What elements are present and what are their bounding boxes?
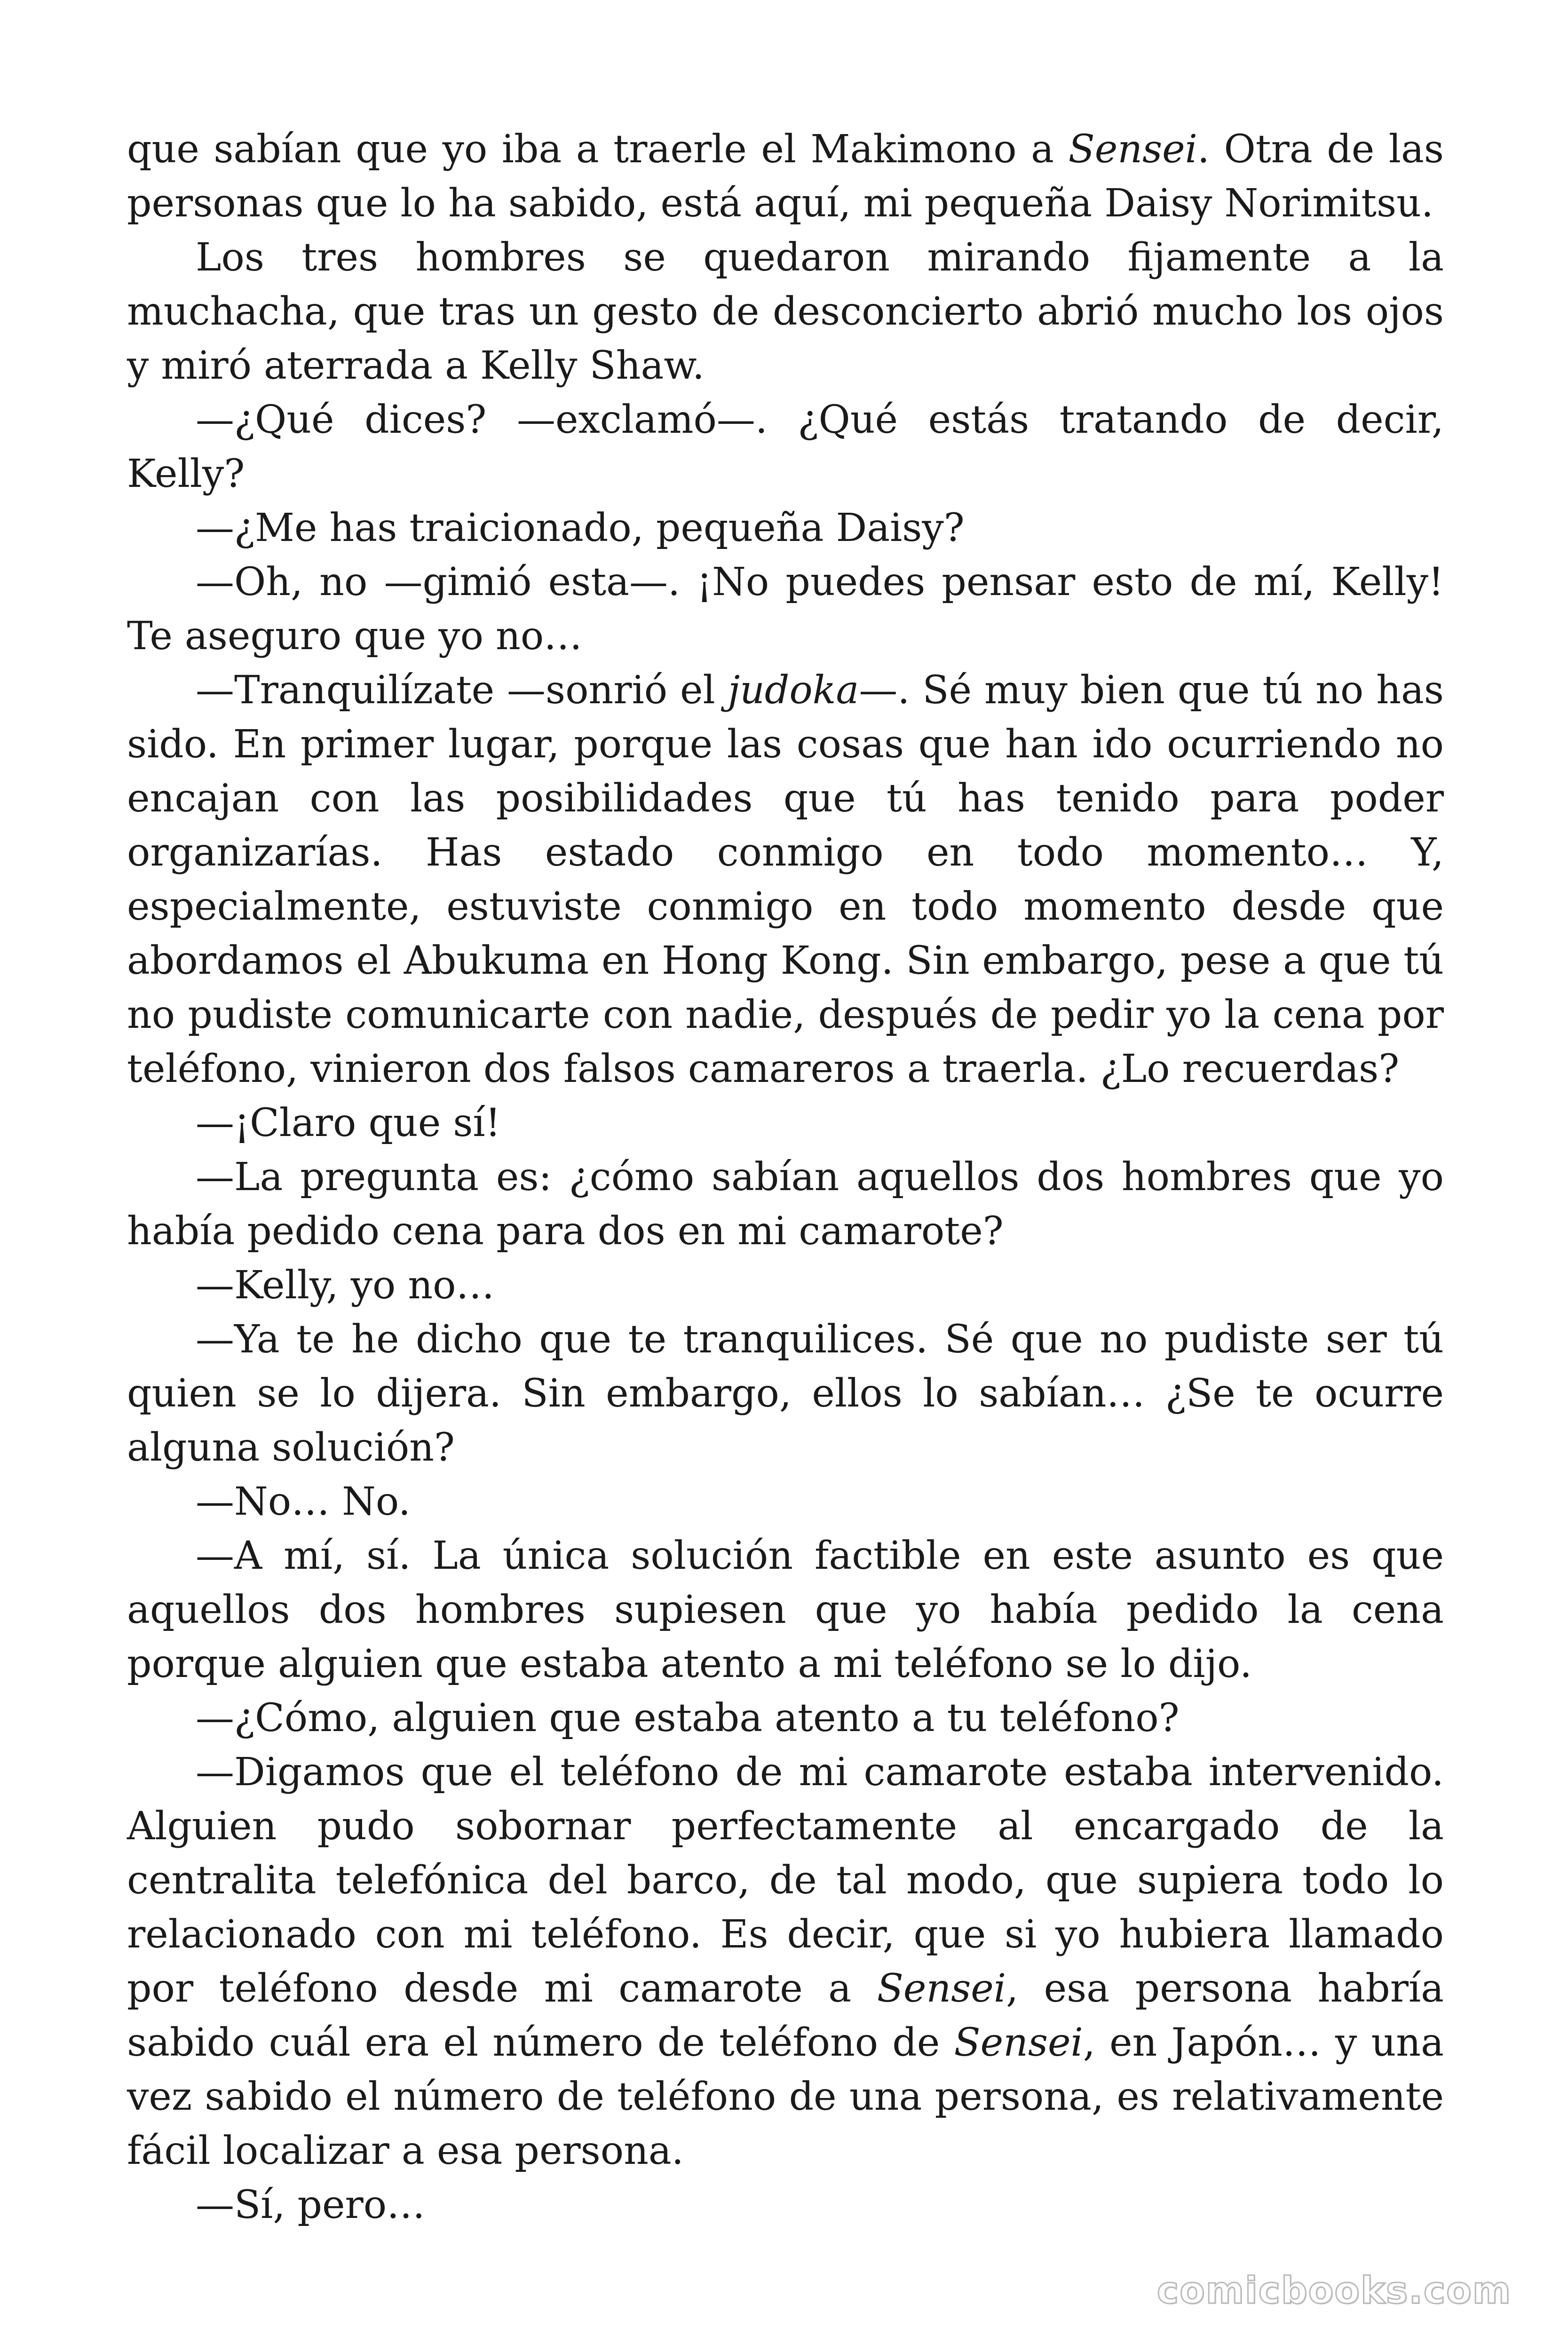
text-run: —¡Claro que sí! xyxy=(196,1101,501,1145)
paragraph xyxy=(127,1312,1444,1475)
paragraph xyxy=(127,1691,1444,1745)
watermark-logo: comicbooks.com xyxy=(1156,2270,1512,2312)
paragraph xyxy=(127,1150,1444,1258)
paragraph xyxy=(127,1258,1444,1312)
text-run: —¿Me has traicionado, pequeña Daisy? xyxy=(196,506,965,550)
text-run: —. Sé muy bien que tú no has sido. En primer lugar, porque las cosas que han ido ocurriendo no encajan con las posibilidades que tú has tenido para poder organizarías. Has estado conmigo en todo momento… Y, especialmente, estuviste conmigo en todo momento desde que abordamos el Abukuma en Hong Kong. Sin embargo, pese a que tú no pudiste comunicarte con nadie, después de pedir yo la cena por teléfono, vinieron dos falsos camareros a traerla. ¿Lo recuerdas? xyxy=(127,668,1444,1091)
book-page-text xyxy=(127,122,1444,2232)
text-run: —A mí, sí. La única solución factible en este asunto es que aquellos dos hombres supiesen que yo había pedido la cena porque alguien que estaba atento a mi teléfono se lo dijo. xyxy=(127,1534,1444,1686)
paragraph xyxy=(127,1529,1444,1691)
paragraph xyxy=(127,1745,1444,2178)
paragraph xyxy=(127,393,1444,501)
paragraph xyxy=(127,1475,1444,1529)
text-run: —Kelly, yo no… xyxy=(196,1263,495,1308)
text-run: —¿Qué dices? —exclamó—. ¿Qué estás tratando de decir, Kelly? xyxy=(127,397,1444,496)
text-run: —Sí, pero… xyxy=(196,2183,426,2227)
paragraph xyxy=(127,230,1444,393)
text-run: Los tres hombres se quedaron mirando fijamente a la muchacha, que tras un gesto de desconcierto abrió mucho los ojos y miró aterrada a Kelly Shaw. xyxy=(127,235,1444,388)
text-run: . Otra de las personas que lo ha sabido, está aquí, mi pequeña Daisy Norimitsu. xyxy=(127,127,1444,226)
italic-text-run: Sensei xyxy=(1068,127,1197,172)
text-run: , en Japón… y una vez sabido el número de teléfono de una persona, es relativamente fácil localizar a esa persona. xyxy=(127,2020,1444,2173)
paragraph xyxy=(127,501,1444,555)
text-run: —La pregunta es: ¿cómo sabían aquellos dos hombres que yo había pedido cena para dos en mi camarote? xyxy=(127,1155,1444,1254)
italic-text-run: Sensei xyxy=(954,2020,1083,2065)
text-run: —Tranquilízate —sonrió el xyxy=(196,668,728,713)
paragraph xyxy=(127,1096,1444,1150)
paragraph xyxy=(127,663,1444,1096)
italic-text-run: judoka xyxy=(728,668,859,713)
paragraph xyxy=(127,122,1444,230)
italic-text-run: Sensei xyxy=(877,1966,1006,2011)
text-run: —Ya te he dicho que te tranquilices. Sé que no pudiste ser tú quien se lo dijera. Sin embargo, ellos lo sabían… ¿Se te ocurre alguna solución? xyxy=(127,1317,1444,1470)
text-run: —No… No. xyxy=(196,1479,411,1524)
paragraph xyxy=(127,2178,1444,2232)
text-run: —Oh, no —gimió esta—. ¡No puedes pensar esto de mí, Kelly! Te aseguro que yo no… xyxy=(127,560,1444,659)
text-run: —Digamos que el teléfono de mi camarote estaba intervenido. Alguien pudo sobornar perfectamente al encargado de la centralita telefónica del barco, de tal modo, que supiera todo lo relacionado con mi teléfono. Es decir, que si yo hubiera llamado por teléfono desde mi camarote a xyxy=(127,1750,1444,2011)
text-run: que sabían que yo iba a traerle el Makimono a xyxy=(127,127,1069,172)
text-run: , esa persona habría sabido cuál era el número de teléfono de xyxy=(127,1966,1444,2065)
text-run: —¿Cómo, alguien que estaba atento a tu teléfono? xyxy=(196,1696,1180,1740)
paragraph xyxy=(127,555,1444,663)
